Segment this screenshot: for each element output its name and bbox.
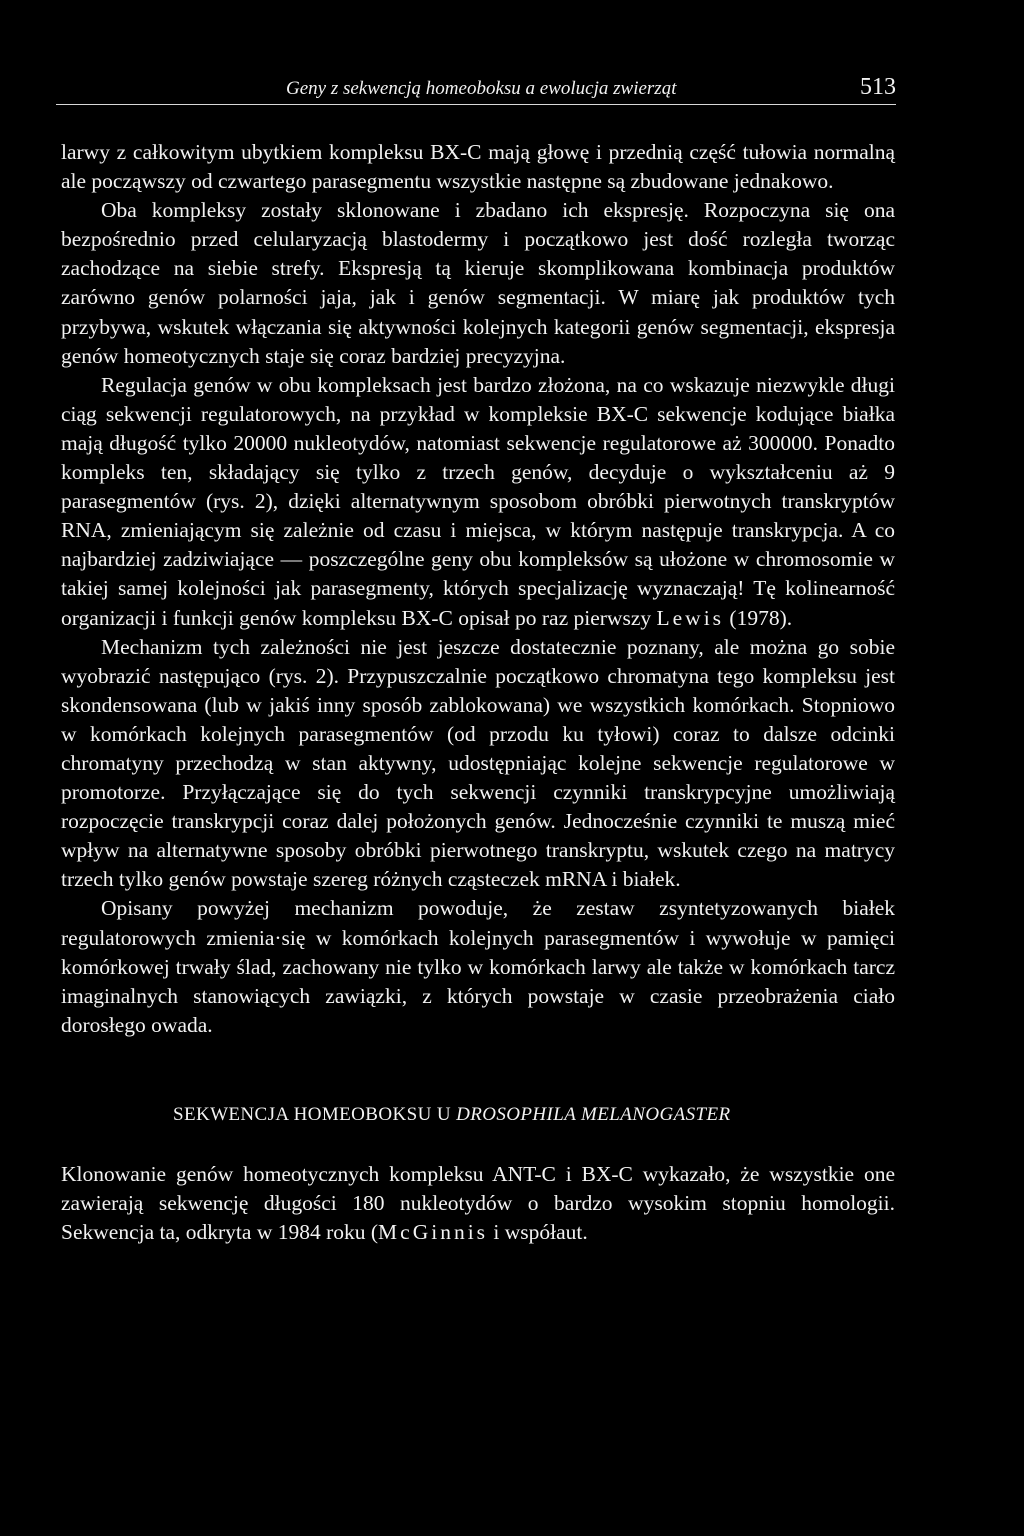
section-paragraph-end: i współaut. — [488, 1220, 588, 1245]
paragraph-3-citation-year: (1978). — [724, 605, 793, 630]
section-heading-species: DROSOPHILA MELANOGASTER — [456, 1104, 731, 1125]
paragraph-3-text: Regulacja genów w obu kompleksach jest bardzo złożona, na co wskazuje niezwykle długi ciąg sekwencji regulatorowych, na przykład w kompleksie BX-C sekwencje kodujące białka mają długość tylko 20000 nukleotydów, natomiast sekwencje regulatorowe aż 300000. Ponadto kompleks ten, składający się tylko z trzech genów, decyduje o wykształceniu aż 9 parasegmentów (rys. 2), dzięki alternatywnym sposobom obróbki pierwotnych transkryptów RNA, zmieniającym się zależnie od czasu i miejsca, w którym następuje transkrypcja. A co najbardziej zadziwiające — poszczególne geny obu kompleksów są ułożone w chromosomie w takiej samej kolejności jak parasegmenty, których specjalizację wyznaczają! Tę kolinearność organizacji i funkcji genów kompleksu BX-C opisał po raz pierwszy — [61, 372, 895, 630]
running-title: Geny z sekwencją homeoboksu a ewolucja zwierząt — [286, 78, 677, 99]
paragraph-4: Mechanizm tych zależności nie jest jeszcze dostatecznie poznany, ale można go sobie wyobrazić następująco (rys. 2). Przypuszczalnie początkowo chromatyna tego kompleksu jest skondensowana (lub w jakiś inny sposób zablokowana) we wszystkich komórkach. Stopniowo w komórkach kolejnych parasegmentów (od przodu ku tyłowi) coraz to dalsze odcinki chromatyny przechodzą w stan aktywny, udostępniając kolejne sekwencje regulatorowe w promotorze. Przyłączające się do tych sekwencji czynniki transkrypcyjne umożliwiają rozpoczęcie transkrypcji coraz dalej położonych genów. Jednocześnie czynniki te muszą mieć wpływ na alternatywne sposoby obróbki pierwotnego transkryptu, wskutek czego na matrycy trzech tylko genów powstaje szereg różnych cząsteczek mRNA i białek. — [61, 634, 895, 892]
author-citation-mcginnis: McGinnis — [378, 1220, 489, 1245]
section-heading-plain: SEKWENCJA HOMEOBOKSU U — [173, 1104, 457, 1125]
paragraph-1: larwy z całkowitym ubytkiem kompleksu BX-C mają głowę i przednią część tułowia normalną ale począwszy od czwartego parasegmentu wszystkie następne są zbudowane jednakowo. — [61, 140, 895, 194]
page-header — [56, 74, 896, 105]
section-paragraph — [61, 1160, 895, 1247]
paragraph-3 — [61, 371, 895, 633]
paragraph-5: Opisany powyżej mechanizm powoduje, że zestaw zsyntetyzowanych białek regulatorowych zmienia·się w komórkach kolejnych parasegmentów i wywołuje w pamięci komórkowej trwały ślad, zachowany nie tylko w komórkach larwy ale także w komórkach tarcz imaginalnych stanowiących zawiązki, z których powstaje w czasie przeobrażenia ciało dorosłego owada. — [61, 896, 895, 1037]
body-text — [61, 138, 895, 1040]
section-paragraph-text: Klonowanie genów homeotycznych kompleksu ANT-C i BX-C wykazało, że wszystkie one zawierają sekwencję długości 180 nukleotydów o bardzo wysokim stopniu homologii. Sekwencja ta, odkryta w 1984 roku ( — [61, 1162, 895, 1245]
page-number: 513 — [860, 74, 896, 100]
section-heading — [173, 1104, 730, 1126]
paragraph-2: Oba kompleksy zostały sklonowane i zbadano ich ekspresję. Rozpoczyna się ona bezpośrednio przed celularyzacją blastodermy i początkowo jest dość rozległa tworząc zachodzące na siebie strefy. Ekspresją tą kieruje skomplikowana kombinacja produktów zarówno genów polarności jaja, jak i genów segmentacji. W miarę jak produktów tych przybywa, wskutek włączania się aktywności kolejnych kategorii genów segmentacji, ekspresja genów homeotycznych staje się coraz bardziej precyzyjna. — [61, 198, 895, 368]
author-citation-lewis: Lewis — [656, 605, 725, 630]
